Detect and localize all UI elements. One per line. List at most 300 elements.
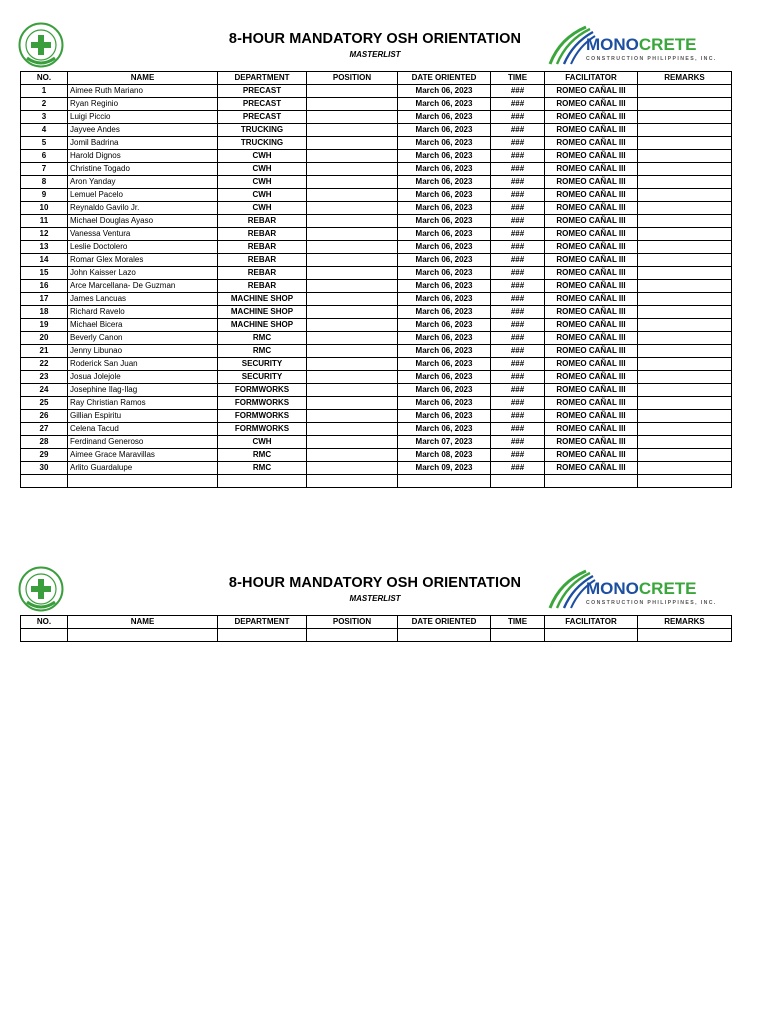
position-cell: [307, 150, 398, 163]
department-cell: RMC: [218, 449, 307, 462]
time-cell: ###: [491, 332, 545, 345]
row-number-cell: 5: [21, 137, 68, 150]
remarks-cell: [638, 85, 732, 98]
brand-name-mono: MONO: [586, 35, 639, 54]
time-cell: ###: [491, 98, 545, 111]
time-cell: ###: [491, 462, 545, 475]
time-cell: ###: [491, 267, 545, 280]
row-number-cell: 24: [21, 384, 68, 397]
facilitator-cell: ROMEO CAÑAL III: [545, 150, 638, 163]
table-row: [21, 293, 732, 306]
facilitator-cell: ROMEO CAÑAL III: [545, 228, 638, 241]
row-number-cell: 18: [21, 306, 68, 319]
position-cell: [307, 423, 398, 436]
column-header-remarks: REMARKS: [638, 72, 732, 85]
row-number-cell: 21: [21, 345, 68, 358]
row-number-cell: 12: [21, 228, 68, 241]
time-cell: ###: [491, 384, 545, 397]
table-row: [21, 254, 732, 267]
department-cell: CWH: [218, 163, 307, 176]
facilitator-cell: ROMEO CAÑAL III: [545, 267, 638, 280]
table-row: [21, 462, 732, 475]
time-cell: ###: [491, 449, 545, 462]
row-number-cell: 14: [21, 254, 68, 267]
remarks-cell: [638, 137, 732, 150]
date-oriented-cell: March 06, 2023: [398, 384, 491, 397]
position-cell: [307, 332, 398, 345]
date-oriented-cell: March 06, 2023: [398, 306, 491, 319]
table-row: [21, 436, 732, 449]
date-oriented-cell: March 06, 2023: [398, 280, 491, 293]
remarks-cell: [638, 462, 732, 475]
table-row: [21, 137, 732, 150]
date-oriented-cell: March 06, 2023: [398, 189, 491, 202]
employee-name-cell: Beverly Canon: [68, 332, 218, 345]
employee-name-cell: Richard Ravelo: [68, 306, 218, 319]
employee-name-cell: Luigi Piccio: [68, 111, 218, 124]
employee-name-cell: Arlito Guardalupe: [68, 462, 218, 475]
remarks-cell: [638, 267, 732, 280]
time-cell: ###: [491, 436, 545, 449]
empty-cell: [68, 475, 218, 488]
empty-cell: [21, 475, 68, 488]
department-cell: PRECAST: [218, 111, 307, 124]
svg-text:MONOCRETE: [586, 579, 697, 598]
time-cell: ###: [491, 85, 545, 98]
facilitator-cell: ROMEO CAÑAL III: [545, 332, 638, 345]
table-header-row: [21, 72, 732, 85]
column-header-facilitator: FACILITATOR: [545, 616, 638, 629]
time-cell: ###: [491, 228, 545, 241]
table-row: [21, 85, 732, 98]
row-number-cell: 9: [21, 189, 68, 202]
department-cell: CWH: [218, 202, 307, 215]
table-row: [21, 124, 732, 137]
table-row: [21, 280, 732, 293]
empty-cell: [491, 629, 545, 642]
position-cell: [307, 345, 398, 358]
position-cell: [307, 384, 398, 397]
remarks-cell: [638, 189, 732, 202]
sheet-masterlist: [0, 22, 768, 472]
department-cell: MACHINE SHOP: [218, 306, 307, 319]
column-header-department: DEPARTMENT: [218, 616, 307, 629]
row-number-cell: 25: [21, 397, 68, 410]
time-cell: ###: [491, 293, 545, 306]
empty-cell: [218, 475, 307, 488]
remarks-cell: [638, 228, 732, 241]
facilitator-cell: ROMEO CAÑAL III: [545, 202, 638, 215]
table-row: [21, 189, 732, 202]
position-cell: [307, 215, 398, 228]
row-number-cell: 27: [21, 423, 68, 436]
empty-cell: [491, 475, 545, 488]
row-number-cell: 15: [21, 267, 68, 280]
employee-name-cell: Leslie Doctolero: [68, 241, 218, 254]
employee-name-cell: Jayvee Andes: [68, 124, 218, 137]
facilitator-cell: ROMEO CAÑAL III: [545, 410, 638, 423]
position-cell: [307, 267, 398, 280]
table-header-row: [21, 616, 732, 629]
employee-name-cell: Harold Dignos: [68, 150, 218, 163]
empty-table-row: [21, 475, 732, 488]
remarks-cell: [638, 150, 732, 163]
brand-name-crete: CRETE: [638, 579, 697, 598]
table-row: [21, 319, 732, 332]
safety-seal-icon: [18, 566, 64, 612]
table-row: [21, 358, 732, 371]
column-header-row-number: NO.: [21, 616, 68, 629]
time-cell: ###: [491, 306, 545, 319]
employee-name-cell: Celena Tacud: [68, 423, 218, 436]
row-number-cell: 17: [21, 293, 68, 306]
remarks-cell: [638, 371, 732, 384]
remarks-cell: [638, 111, 732, 124]
facilitator-cell: ROMEO CAÑAL III: [545, 176, 638, 189]
time-cell: ###: [491, 176, 545, 189]
date-oriented-cell: March 06, 2023: [398, 124, 491, 137]
position-cell: [307, 163, 398, 176]
remarks-cell: [638, 280, 732, 293]
department-cell: REBAR: [218, 228, 307, 241]
position-cell: [307, 397, 398, 410]
column-header-position: POSITION: [307, 72, 398, 85]
position-cell: [307, 436, 398, 449]
position-cell: [307, 189, 398, 202]
date-oriented-cell: March 06, 2023: [398, 371, 491, 384]
row-number-cell: 28: [21, 436, 68, 449]
column-header-time: TIME: [491, 616, 545, 629]
remarks-cell: [638, 397, 732, 410]
table-row: [21, 228, 732, 241]
facilitator-cell: ROMEO CAÑAL III: [545, 85, 638, 98]
empty-table-row: [21, 629, 732, 642]
remarks-cell: [638, 345, 732, 358]
row-number-cell: 7: [21, 163, 68, 176]
table-row: [21, 150, 732, 163]
time-cell: ###: [491, 280, 545, 293]
row-number-cell: 26: [21, 410, 68, 423]
date-oriented-cell: March 06, 2023: [398, 176, 491, 189]
table-row: [21, 345, 732, 358]
table-row: [21, 371, 732, 384]
remarks-cell: [638, 241, 732, 254]
date-oriented-cell: March 06, 2023: [398, 358, 491, 371]
date-oriented-cell: March 06, 2023: [398, 202, 491, 215]
employee-name-cell: Michael Douglas Ayaso: [68, 215, 218, 228]
time-cell: ###: [491, 345, 545, 358]
monocrete-logo: [546, 568, 721, 610]
position-cell: [307, 137, 398, 150]
department-cell: CWH: [218, 189, 307, 202]
department-cell: MACHINE SHOP: [218, 293, 307, 306]
remarks-cell: [638, 436, 732, 449]
table-row: [21, 163, 732, 176]
time-cell: ###: [491, 397, 545, 410]
facilitator-cell: ROMEO CAÑAL III: [545, 462, 638, 475]
time-cell: ###: [491, 241, 545, 254]
date-oriented-cell: March 08, 2023: [398, 449, 491, 462]
table-row: [21, 215, 732, 228]
page-subtitle: MASTERLIST: [349, 594, 401, 603]
column-header-department: DEPARTMENT: [218, 72, 307, 85]
facilitator-cell: ROMEO CAÑAL III: [545, 215, 638, 228]
column-header-employee-name: NAME: [68, 616, 218, 629]
department-cell: FORMWORKS: [218, 397, 307, 410]
column-header-position: POSITION: [307, 616, 398, 629]
employee-name-cell: Aron Yanday: [68, 176, 218, 189]
department-cell: REBAR: [218, 267, 307, 280]
employee-name-cell: John Kaisser Lazo: [68, 267, 218, 280]
department-cell: TRUCKING: [218, 124, 307, 137]
date-oriented-cell: March 06, 2023: [398, 241, 491, 254]
empty-cell: [545, 475, 638, 488]
empty-cell: [638, 629, 732, 642]
row-number-cell: 20: [21, 332, 68, 345]
masterlist-table: [20, 71, 732, 488]
time-cell: ###: [491, 163, 545, 176]
employee-name-cell: Aimee Grace Maravillas: [68, 449, 218, 462]
date-oriented-cell: March 07, 2023: [398, 436, 491, 449]
row-number-cell: 3: [21, 111, 68, 124]
table-row: [21, 332, 732, 345]
employee-name-cell: Josephine Ilag-Ilag: [68, 384, 218, 397]
row-number-cell: 30: [21, 462, 68, 475]
employee-name-cell: Michael Bicera: [68, 319, 218, 332]
remarks-cell: [638, 163, 732, 176]
remarks-cell: [638, 449, 732, 462]
position-cell: [307, 306, 398, 319]
page-title: 8-HOUR MANDATORY OSH ORIENTATION: [228, 31, 522, 47]
position-cell: [307, 85, 398, 98]
date-oriented-cell: March 06, 2023: [398, 150, 491, 163]
position-cell: [307, 228, 398, 241]
empty-cell: [638, 475, 732, 488]
brand-tagline: CONSTRUCTION PHILIPPINES, INC.: [586, 600, 717, 606]
column-header-date-oriented: DATE ORIENTED: [398, 72, 491, 85]
row-number-cell: 16: [21, 280, 68, 293]
table-row: [21, 267, 732, 280]
facilitator-cell: ROMEO CAÑAL III: [545, 241, 638, 254]
time-cell: ###: [491, 358, 545, 371]
employee-name-cell: Roderick San Juan: [68, 358, 218, 371]
table-row: [21, 410, 732, 423]
department-cell: PRECAST: [218, 85, 307, 98]
department-cell: TRUCKING: [218, 137, 307, 150]
brand-tagline: CONSTRUCTION PHILIPPINES, INC.: [586, 56, 717, 62]
date-oriented-cell: March 06, 2023: [398, 98, 491, 111]
position-cell: [307, 449, 398, 462]
time-cell: ###: [491, 371, 545, 384]
date-oriented-cell: March 06, 2023: [398, 254, 491, 267]
time-cell: ###: [491, 319, 545, 332]
remarks-cell: [638, 98, 732, 111]
empty-cell: [218, 629, 307, 642]
column-header-row-number: NO.: [21, 72, 68, 85]
date-oriented-cell: March 06, 2023: [398, 345, 491, 358]
department-cell: FORMWORKS: [218, 410, 307, 423]
position-cell: [307, 241, 398, 254]
date-oriented-cell: March 06, 2023: [398, 85, 491, 98]
position-cell: [307, 202, 398, 215]
row-number-cell: 1: [21, 85, 68, 98]
empty-cell: [68, 629, 218, 642]
employee-name-cell: Ryan Reginio: [68, 98, 218, 111]
employee-name-cell: Reynaldo Gavilo Jr.: [68, 202, 218, 215]
department-cell: FORMWORKS: [218, 423, 307, 436]
employee-name-cell: Ferdinand Generoso: [68, 436, 218, 449]
department-cell: REBAR: [218, 241, 307, 254]
time-cell: ###: [491, 124, 545, 137]
facilitator-cell: ROMEO CAÑAL III: [545, 280, 638, 293]
time-cell: ###: [491, 150, 545, 163]
facilitator-cell: ROMEO CAÑAL III: [545, 98, 638, 111]
date-oriented-cell: March 06, 2023: [398, 267, 491, 280]
facilitator-cell: ROMEO CAÑAL III: [545, 189, 638, 202]
table-row: [21, 384, 732, 397]
remarks-cell: [638, 215, 732, 228]
row-number-cell: 19: [21, 319, 68, 332]
department-cell: REBAR: [218, 254, 307, 267]
department-cell: PRECAST: [218, 98, 307, 111]
facilitator-cell: ROMEO CAÑAL III: [545, 423, 638, 436]
remarks-cell: [638, 202, 732, 215]
time-cell: ###: [491, 423, 545, 436]
time-cell: ###: [491, 254, 545, 267]
row-number-cell: 11: [21, 215, 68, 228]
remarks-cell: [638, 423, 732, 436]
facilitator-cell: ROMEO CAÑAL III: [545, 345, 638, 358]
column-header-time: TIME: [491, 72, 545, 85]
time-cell: ###: [491, 189, 545, 202]
empty-cell: [307, 475, 398, 488]
department-cell: CWH: [218, 176, 307, 189]
department-cell: REBAR: [218, 215, 307, 228]
table-row: [21, 306, 732, 319]
remarks-cell: [638, 358, 732, 371]
position-cell: [307, 124, 398, 137]
facilitator-cell: ROMEO CAÑAL III: [545, 137, 638, 150]
position-cell: [307, 254, 398, 267]
brand-name-crete: CRETE: [638, 35, 697, 54]
department-cell: REBAR: [218, 280, 307, 293]
table-row: [21, 98, 732, 111]
time-cell: ###: [491, 137, 545, 150]
department-cell: SECURITY: [218, 371, 307, 384]
facilitator-cell: ROMEO CAÑAL III: [545, 319, 638, 332]
facilitator-cell: ROMEO CAÑAL III: [545, 397, 638, 410]
position-cell: [307, 358, 398, 371]
remarks-cell: [638, 319, 732, 332]
employee-name-cell: Ray Christian Ramos: [68, 397, 218, 410]
employee-name-cell: Aimee Ruth Mariano: [68, 85, 218, 98]
monocrete-logo: [546, 24, 721, 66]
remarks-cell: [638, 124, 732, 137]
date-oriented-cell: March 06, 2023: [398, 111, 491, 124]
employee-name-cell: Arce Marcellana- De Guzman: [68, 280, 218, 293]
facilitator-cell: ROMEO CAÑAL III: [545, 384, 638, 397]
facilitator-cell: ROMEO CAÑAL III: [545, 358, 638, 371]
svg-text:MONOCRETE: [586, 35, 697, 54]
column-header-facilitator: FACILITATOR: [545, 72, 638, 85]
sheet-header: [0, 22, 768, 70]
table-row: [21, 423, 732, 436]
table-row: [21, 241, 732, 254]
row-number-cell: 23: [21, 371, 68, 384]
employee-name-cell: Jenny Libunao: [68, 345, 218, 358]
remarks-cell: [638, 176, 732, 189]
column-header-remarks: REMARKS: [638, 616, 732, 629]
position-cell: [307, 410, 398, 423]
facilitator-cell: ROMEO CAÑAL III: [545, 124, 638, 137]
table-row: [21, 111, 732, 124]
row-number-cell: 29: [21, 449, 68, 462]
column-header-date-oriented: DATE ORIENTED: [398, 616, 491, 629]
table-row: [21, 202, 732, 215]
position-cell: [307, 280, 398, 293]
remarks-cell: [638, 384, 732, 397]
date-oriented-cell: March 06, 2023: [398, 137, 491, 150]
remarks-cell: [638, 293, 732, 306]
date-oriented-cell: March 06, 2023: [398, 397, 491, 410]
table-row: [21, 397, 732, 410]
date-oriented-cell: March 06, 2023: [398, 319, 491, 332]
date-oriented-cell: March 06, 2023: [398, 332, 491, 345]
page-title: 8-HOUR MANDATORY OSH ORIENTATION: [228, 575, 522, 591]
facilitator-cell: ROMEO CAÑAL III: [545, 111, 638, 124]
row-number-cell: 4: [21, 124, 68, 137]
date-oriented-cell: March 09, 2023: [398, 462, 491, 475]
remarks-cell: [638, 254, 732, 267]
position-cell: [307, 371, 398, 384]
column-header-employee-name: NAME: [68, 72, 218, 85]
facilitator-cell: ROMEO CAÑAL III: [545, 254, 638, 267]
table-row: [21, 449, 732, 462]
empty-cell: [21, 629, 68, 642]
position-cell: [307, 111, 398, 124]
sheet-masterlist-blank: [0, 566, 768, 626]
facilitator-cell: ROMEO CAÑAL III: [545, 163, 638, 176]
employee-name-cell: Vanessa Ventura: [68, 228, 218, 241]
row-number-cell: 10: [21, 202, 68, 215]
row-number-cell: 6: [21, 150, 68, 163]
date-oriented-cell: March 06, 2023: [398, 215, 491, 228]
remarks-cell: [638, 306, 732, 319]
facilitator-cell: ROMEO CAÑAL III: [545, 306, 638, 319]
department-cell: RMC: [218, 345, 307, 358]
employee-name-cell: Gillian Espiritu: [68, 410, 218, 423]
row-number-cell: 8: [21, 176, 68, 189]
department-cell: SECURITY: [218, 358, 307, 371]
employee-name-cell: Lemuel Pacelo: [68, 189, 218, 202]
position-cell: [307, 98, 398, 111]
date-oriented-cell: March 06, 2023: [398, 293, 491, 306]
facilitator-cell: ROMEO CAÑAL III: [545, 449, 638, 462]
row-number-cell: 2: [21, 98, 68, 111]
position-cell: [307, 319, 398, 332]
remarks-cell: [638, 410, 732, 423]
department-cell: CWH: [218, 150, 307, 163]
date-oriented-cell: March 06, 2023: [398, 228, 491, 241]
brand-name-mono: MONO: [586, 579, 639, 598]
employee-name-cell: Josua Jolejole: [68, 371, 218, 384]
employee-name-cell: Romar Glex Morales: [68, 254, 218, 267]
empty-cell: [398, 629, 491, 642]
department-cell: RMC: [218, 332, 307, 345]
time-cell: ###: [491, 202, 545, 215]
department-cell: MACHINE SHOP: [218, 319, 307, 332]
remarks-cell: [638, 332, 732, 345]
